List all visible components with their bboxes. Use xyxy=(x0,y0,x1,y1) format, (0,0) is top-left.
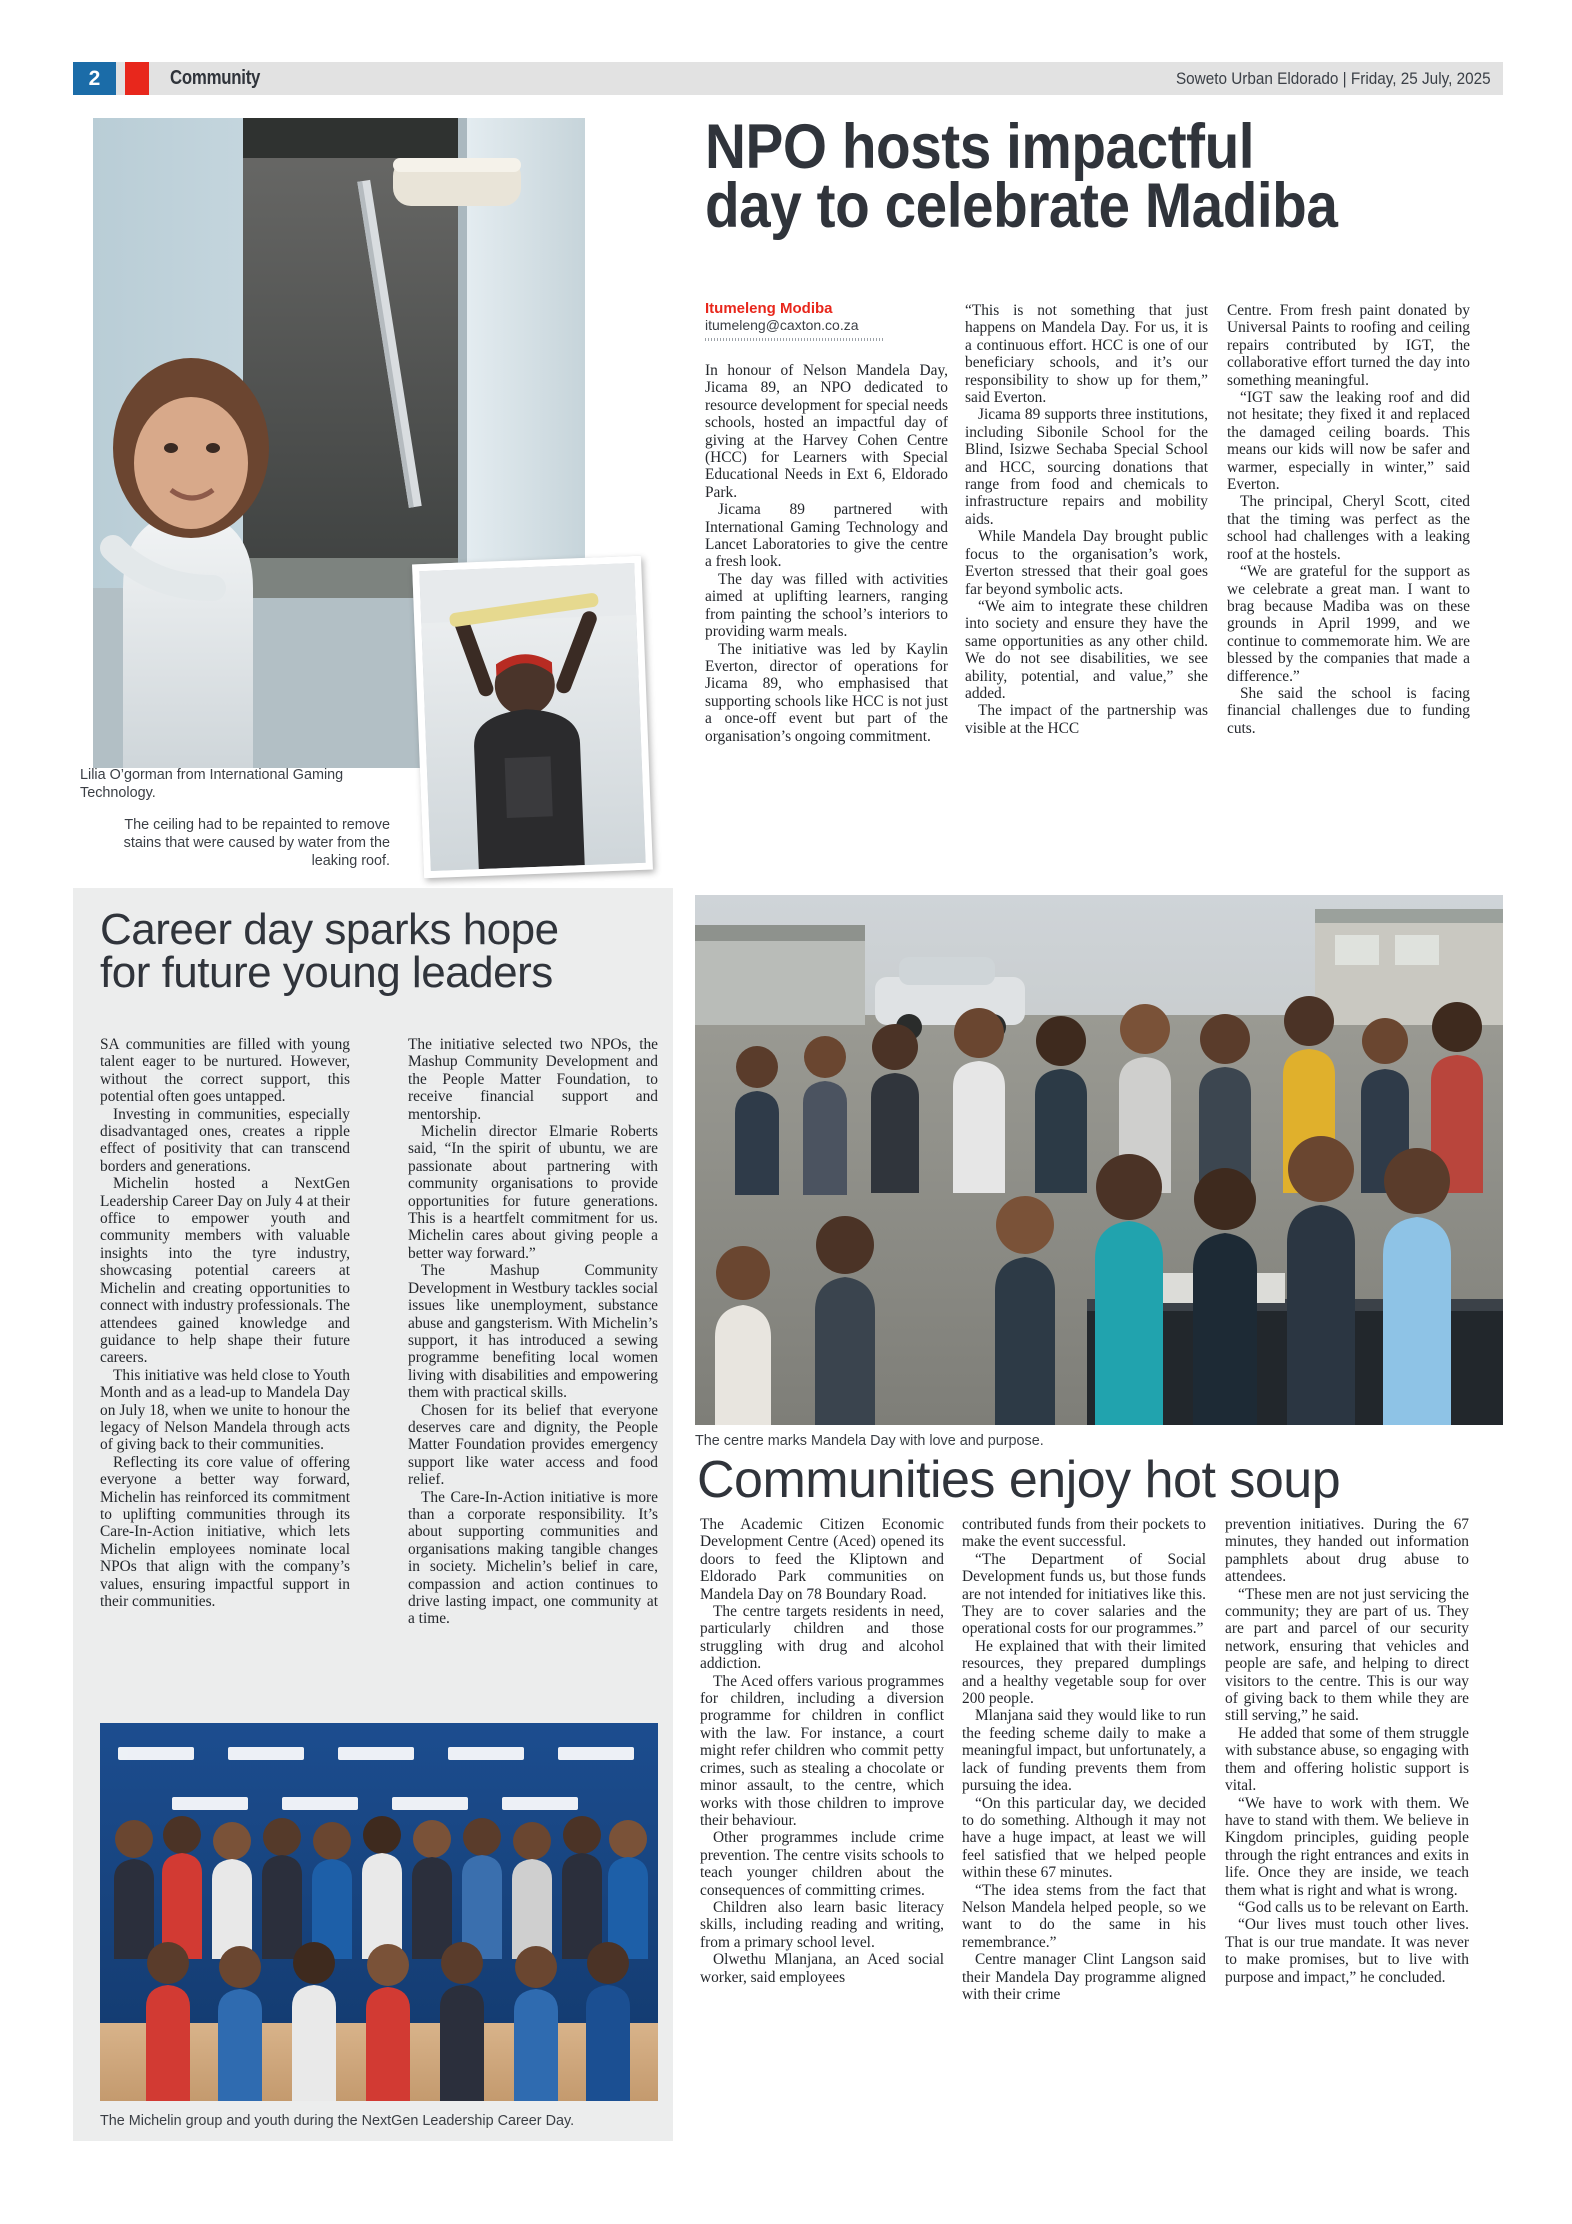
npo-column-3 xyxy=(1227,302,1470,737)
paragraph: contributed funds from their pockets to make the event successful. xyxy=(962,1516,1206,1551)
paragraph: The Academic Citizen Economic Development Centre (Aced) opened its doors to feed the Kliptown and Eldorado Park communities on Mandela Day on 78 Boundary Road. xyxy=(700,1516,944,1603)
paragraph: “Our lives must touch other lives. That is our true mandate. It was never to make promises, but to live with purpose and impact,” he concluded. xyxy=(1225,1916,1469,1986)
npo-column-1 xyxy=(705,362,948,745)
headline-npo-line2: day to celebrate Madiba xyxy=(705,170,1338,241)
paragraph: “We have to work with them. We have to stand with them. We believe in Kingdom principles, guiding people through the right entrances and exits in life. Once they are inside, we teach them what is right and what is wrong. xyxy=(1225,1794,1469,1899)
paragraph: The initiative selected two NPOs, the Mashup Community Development and the People Matter Foundation, to receive financial support and mentorship. xyxy=(408,1036,658,1123)
photo-michelin-group xyxy=(100,1723,658,2101)
paragraph: The impact of the partnership was visible at the HCC xyxy=(965,702,1208,737)
paragraph: “God calls us to be relevant on Earth. xyxy=(1238,1898,1469,1916)
paragraph: The day was filled with activities aimed at uplifting learners, ranging from painting the school’s interiors to providing warm meals. xyxy=(705,570,948,641)
paragraph: The Care-In-Action initiative is more than a corporate responsibility. It’s about supporting communities and organisations making tangible changes in society. Michelin’s belief in care, compassion and action continues to drive lasting impact, one community at a time. xyxy=(408,1488,658,1628)
headline-hot-soup: Communities enjoy hot soup xyxy=(697,1451,1341,1509)
photo-ladder-man xyxy=(412,556,653,879)
paragraph: She said the school is facing financial challenges due to funding cuts. xyxy=(1227,684,1470,737)
red-square-icon xyxy=(125,62,149,95)
paragraph: Chosen for its belief that everyone deserves care and dignity, the People Matter Foundation provides emergency support like water access and food relief. xyxy=(408,1401,658,1489)
byline-author: Itumeleng Modiba xyxy=(705,300,833,317)
npo-column-2 xyxy=(965,302,1208,737)
paragraph: “This is not something that just happens on Mandela Day. For us, it is a continuous effort. HCC is one of our beneficiary schools, and it’s our responsibility to show up for them,” said Everton. xyxy=(965,302,1208,407)
paragraph: Children also learn basic literacy skills, including reading and writing, from a primary school level. xyxy=(700,1898,944,1951)
paragraph: Michelin hosted a NextGen Leadership Career Day on July 4 at their office to empower youth and community members with valuable insights into the tyre industry, showcasing potential careers at Michelin and creating opportunities to connect with industry professionals. The attendees gained knowledge and guidance to help shape their future careers. xyxy=(100,1175,351,1367)
paragraph: Jicama 89 supports three institutions, including Sibonile School for the Blind, Isizwe Sechaba Special School and HCC, sourcing donations that range from food and chemicals to infrastructure repairs and mobility aids. xyxy=(965,406,1208,528)
paragraph: Investing in communities, especially disadvantaged ones, creates a ripple effect of positivity that can transcend borders and generations. xyxy=(100,1105,350,1175)
caption-photo-michelin: The Michelin group and youth during the NextGen Leadership Career Day. xyxy=(100,2113,575,2129)
paragraph: The centre targets residents in need, particularly children and those struggling with drug and alcohol addiction. xyxy=(700,1603,944,1673)
headline-career-line1: Career day sparks hope xyxy=(100,905,559,954)
headline-npo xyxy=(705,112,1497,241)
paragraph: He explained that with their limited resources, they prepared dumplings and a healthy vegetable soup for over 200 people. xyxy=(962,1637,1206,1708)
paragraph: Mlanjana said they would like to run the feeding scheme daily to make a meaningful impact, but unfortunately, a lack of funding prevents them from pursuing the idea. xyxy=(962,1707,1206,1795)
paragraph: The initiative was led by Kaylin Everton, director of operations for Jicama 89, who emphasised that supporting schools like HCC is not just a once-off event but part of the organisation’s ongoing commitment. xyxy=(705,640,948,745)
paragraph: Centre. From fresh paint donated by Universal Paints to roofing and ceiling repairs contributed by IGT, the collaborative effort turned the day into something meaningful. xyxy=(1227,302,1470,389)
career-column-2 xyxy=(408,1036,658,1628)
caption-photo-painting: Lilia O’gorman from International Gaming Technology. xyxy=(80,767,344,801)
byline-email[interactable]: itumeleng@caxton.co.za xyxy=(705,317,859,333)
paragraph: Other programmes include crime prevention. The centre visits schools to teach younger children about the consequences of committing crimes. xyxy=(700,1829,944,1899)
photo-michelin-group-image xyxy=(100,1723,658,2101)
photo-centre-event-image xyxy=(695,895,1503,1425)
headline-npo-line1: NPO hosts impactful xyxy=(705,112,1255,182)
paragraph: This initiative was held close to Youth Month and as a lead-up to Mandela Day on July 18, when we unite to honour the legacy of Nelson Mandela through acts of giving back to their communities. xyxy=(100,1366,350,1454)
paragraph: Jicama 89 partnered with International Gaming Technology and Lancet Laboratories to give the centre a fresh look. xyxy=(705,501,948,571)
paragraph: Olwethu Mlanjana, an Aced social worker, said employees xyxy=(700,1951,944,1986)
soup-column-1 xyxy=(700,1516,944,1986)
paragraph: He added that some of them struggle with substance abuse, so engaging with them and offering holistic support is vital. xyxy=(1225,1724,1469,1795)
paragraph: prevention initiatives. During the 67 minutes, they handed out information pamphlets about drug abuse to attendees. xyxy=(1225,1516,1469,1586)
paragraph: SA communities are filled with young talent eager to be nurtured. However, without the correct support, this potential often goes untapped. xyxy=(100,1036,350,1106)
caption-photo-centre: The centre marks Mandela Day with love and purpose. xyxy=(695,1433,1044,1449)
paragraph: While Mandela Day brought public focus to the organisation’s work, Everton stressed that their goal goes far beyond symbolic acts. xyxy=(965,528,1208,598)
headline-career-day xyxy=(100,905,670,998)
byline-divider xyxy=(705,338,883,341)
paragraph: Michelin director Elmarie Roberts said, “In the spirit of ubuntu, we are passionate about partnering with community organisations to provide opportunities for future generations. This is a heartfelt commitment for us. Michelin cares about giving people a better way forward.” xyxy=(408,1123,658,1262)
paragraph: Reflecting its core value of offering everyone a better way forward, Michelin has reinforced its commitment to uplifting communities through its Care-In-Action initiative, which lets Michelin employees nominate local NPOs that align with the company’s values, ensuring impactful support in their communities. xyxy=(100,1453,350,1610)
photo-centre-event xyxy=(695,895,1503,1425)
section-title: Community xyxy=(170,67,261,89)
paragraph: In honour of Nelson Mandela Day, Jicama 89, an NPO dedicated to resource development for special needs schools, hosted an impactful day of giving at the Harvey Cohen Centre (HCC) for Learners with Special Educational Needs in Ext 6, Eldorado Park. xyxy=(705,362,948,501)
paragraph: “The idea stems from the fact that Nelson Mandela helped people, so we want to do the same in his remembrance.” xyxy=(962,1881,1206,1951)
masthead xyxy=(73,62,1503,95)
paragraph: The Aced offers various programmes for children, including a diversion programme for children in conflict with the law. For instance, a court might refer children who commit petty crimes, such as stealing a chocolate or minor assault, to the centre, which works with those children to improve their behaviour. xyxy=(700,1672,944,1829)
paragraph: “IGT saw the leaking roof and did not hesitate; they fixed it and replaced the damaged ceiling boards. This means our kids will now be safer and warmer, especially in winter,” said Everton. xyxy=(1227,389,1470,494)
publication-line: Soweto Urban Eldorado | Friday, 25 July, 2025 xyxy=(1176,68,1491,88)
paragraph: The Mashup Community Development in Westbury tackles social issues like unemployment, substance abuse and gangsterism. With Michelin’s support, it has introduced a sewing programme benefiting local women living with disabilities and empowering them with practical skills. xyxy=(408,1262,658,1402)
paragraph: “On this particular day, we decided to do something. Although it may not have a huge impact, at least we will feel satisfied that we helped people within these 67 minutes. xyxy=(962,1794,1206,1882)
paragraph: The principal, Cheryl Scott, cited that the timing was perfect as the school had challenges with a leaking roof at the hostels. xyxy=(1227,493,1470,563)
headline-career-line2: for future young leaders xyxy=(100,948,553,998)
soup-column-3 xyxy=(1225,1516,1469,1986)
soup-column-2 xyxy=(962,1516,1206,2003)
paragraph: “The Department of Social Development funds us, but those funds are not intended for initiatives like this. They are to cover salaries and the operational costs for our programmes.” xyxy=(962,1550,1206,1638)
career-column-1 xyxy=(100,1036,350,1610)
byline xyxy=(705,300,955,341)
caption-photo-ladder: The ceiling had to be repainted to remove stains that were caused by water from the leaking roof. xyxy=(123,817,390,869)
paragraph: Centre manager Clint Langson said their Mandela Day programme aligned with their crime xyxy=(962,1951,1206,2003)
paragraph: “These men are not just servicing the community; they are part of us. They are part and parcel of our security network, ensuring that vehicles and people are safe, and helping to direct visitors to the centre. This is our way of giving back to them while they are still serving,” he said. xyxy=(1225,1585,1469,1725)
page-number-badge: 2 xyxy=(73,62,116,95)
paragraph: “We aim to integrate these children into society and ensure they have the same opportunities as any other child. We do not see disabilities, we see ability, potential, and value,” she added. xyxy=(965,597,1208,702)
photo-ladder-man-image xyxy=(419,563,645,871)
paragraph: “We are grateful for the support as we celebrate a great man. I want to brag because Madiba was on these grounds in April 1999, and we continue to commemorate him. We are blessed by the companies that made a difference.” xyxy=(1227,563,1470,685)
